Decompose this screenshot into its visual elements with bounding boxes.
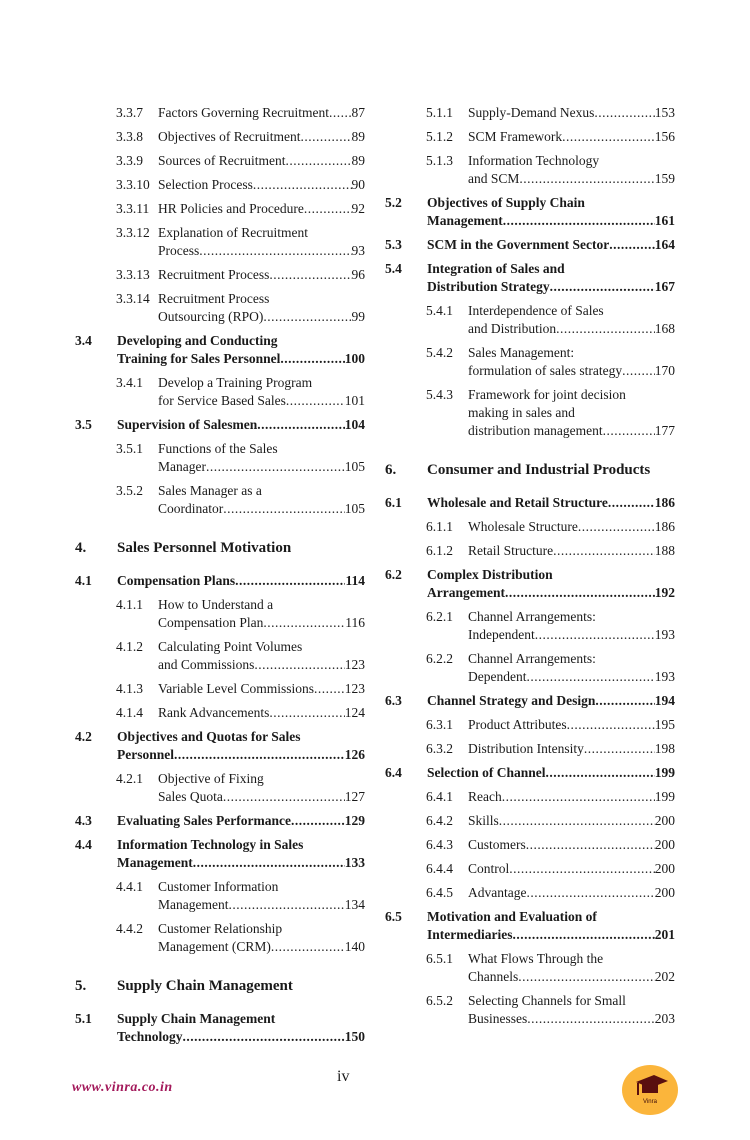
dot-leader bbox=[505, 584, 655, 602]
entry-title: distribution management bbox=[468, 423, 603, 438]
entry-number: 6.4.1 bbox=[426, 789, 453, 804]
entry-number: 3.5.1 bbox=[116, 441, 143, 456]
entry-number: 4.1.3 bbox=[116, 681, 143, 696]
entry-title: What Flows Through the bbox=[468, 951, 604, 966]
entry-title: Arrangement bbox=[427, 585, 505, 600]
entry-number: 5.4.3 bbox=[426, 387, 453, 402]
entry-number: 6.1.2 bbox=[426, 543, 453, 558]
entry-title: Coordinator bbox=[158, 501, 224, 516]
entry-number: 4.3 bbox=[75, 813, 92, 828]
entry-number: 5.1.1 bbox=[426, 105, 453, 120]
entry-page: 167 bbox=[654, 279, 675, 294]
entry-title: Training for Sales Personnel bbox=[117, 351, 281, 366]
entry-title: Control bbox=[468, 861, 510, 876]
entry-number: 4. bbox=[75, 540, 87, 556]
dot-leader bbox=[199, 242, 351, 260]
entry-title: Calculating Point Volumes bbox=[158, 639, 303, 654]
entry-page: 168 bbox=[654, 321, 675, 336]
entry-title: Sales Quota bbox=[158, 789, 223, 804]
entry-page: 105 bbox=[344, 501, 365, 516]
entry-page: 105 bbox=[344, 459, 365, 474]
graduation-cap-icon bbox=[622, 1065, 678, 1115]
entry-page: 198 bbox=[654, 741, 675, 756]
entry-number: 3.5.2 bbox=[116, 483, 143, 498]
entry-title: Supply-Demand Nexus bbox=[468, 105, 595, 120]
entry-page: 116 bbox=[345, 615, 365, 630]
entry-title: Information Technology bbox=[468, 153, 600, 168]
entry-page: 156 bbox=[654, 129, 675, 144]
entry-title: Motivation and Evaluation of bbox=[427, 909, 597, 924]
entry-title: HR Policies and Procedure bbox=[158, 201, 304, 216]
entry-title: Personnel bbox=[117, 747, 174, 762]
entry-page: 134 bbox=[344, 897, 365, 912]
entry-page: 170 bbox=[654, 363, 675, 378]
dot-leader bbox=[609, 236, 655, 254]
entry-number: 3.3.8 bbox=[116, 129, 143, 144]
entry-title: Customers bbox=[468, 837, 526, 852]
entry-page: 164 bbox=[654, 237, 675, 252]
dot-leader bbox=[502, 788, 655, 806]
entry-page: 87 bbox=[351, 105, 365, 120]
entry-title: Distribution Strategy bbox=[427, 279, 550, 294]
entry-page: 114 bbox=[345, 573, 365, 588]
entry-title: Explanation of Recruitment bbox=[158, 225, 308, 240]
entry-title: Intermediaries bbox=[427, 927, 513, 942]
dot-leader bbox=[193, 854, 345, 872]
dot-leader bbox=[499, 812, 655, 830]
dot-leader bbox=[608, 494, 655, 512]
entry-page: 200 bbox=[654, 813, 675, 828]
entry-title: Channels bbox=[468, 969, 519, 984]
entry-number: 5.4.2 bbox=[426, 345, 453, 360]
dot-leader bbox=[594, 104, 654, 122]
dot-leader bbox=[603, 422, 655, 440]
entry-page: 153 bbox=[654, 105, 675, 120]
entry-number: 6.5.1 bbox=[426, 951, 453, 966]
entry-title: Compensation Plan bbox=[158, 615, 264, 630]
dot-leader bbox=[286, 392, 345, 410]
dot-leader bbox=[174, 746, 345, 764]
entry-page: 89 bbox=[351, 129, 365, 144]
entry-number: 6. bbox=[385, 462, 397, 478]
entry-title: Objectives and Quotas for Sales bbox=[117, 729, 301, 744]
entry-title: Distribution Intensity bbox=[468, 741, 584, 756]
entry-title: Supply Chain Management bbox=[117, 1011, 276, 1026]
entry-page: 200 bbox=[654, 837, 675, 852]
entry-page: 129 bbox=[344, 813, 365, 828]
entry-page: 202 bbox=[654, 969, 675, 984]
entry-title: Process bbox=[158, 243, 200, 258]
entry-number: 6.2.2 bbox=[426, 651, 453, 666]
dot-leader bbox=[518, 968, 655, 986]
entry-number: 5.1.2 bbox=[426, 129, 453, 144]
dot-leader bbox=[280, 350, 344, 368]
dot-leader bbox=[300, 128, 351, 146]
dot-leader bbox=[228, 896, 344, 914]
entry-number: 3.3.9 bbox=[116, 153, 143, 168]
entry-number: 5.1.3 bbox=[426, 153, 453, 168]
entry-number: 6.5.2 bbox=[426, 993, 453, 1008]
entry-page: 90 bbox=[351, 177, 365, 192]
entry-title: Functions of the Sales bbox=[158, 441, 278, 456]
entry-page: 194 bbox=[654, 693, 675, 708]
dot-leader bbox=[550, 278, 655, 296]
entry-title: Consumer and Industrial Products bbox=[427, 462, 651, 478]
entry-title: Channel Arrangements: bbox=[468, 609, 596, 624]
dot-leader bbox=[291, 812, 345, 830]
dot-leader bbox=[526, 884, 654, 902]
entry-page: 101 bbox=[344, 393, 365, 408]
entry-title: Recruitment Process bbox=[158, 291, 270, 306]
entry-title: Dependent bbox=[468, 669, 527, 684]
entry-title: Independent bbox=[468, 627, 535, 642]
entry-page: 104 bbox=[344, 417, 365, 432]
entry-title: Outsourcing (RPO) bbox=[158, 309, 264, 324]
entry-page: 96 bbox=[351, 267, 365, 282]
entry-number: 3.3.12 bbox=[116, 225, 150, 240]
entry-number: 6.1.1 bbox=[426, 519, 453, 534]
entry-number: 6.4.4 bbox=[426, 861, 453, 876]
dot-leader bbox=[553, 542, 655, 560]
entry-number: 6.3.2 bbox=[426, 741, 453, 756]
entry-title: SCM in the Government Sector bbox=[427, 237, 610, 252]
entry-title: Management (CRM) bbox=[158, 939, 271, 954]
entry-page: 195 bbox=[654, 717, 675, 732]
entry-page: 126 bbox=[344, 747, 365, 762]
dot-leader bbox=[269, 266, 351, 284]
entry-title: Interdependence of Sales bbox=[468, 303, 604, 318]
entry-number: 6.5 bbox=[385, 909, 402, 924]
entry-number: 6.4.5 bbox=[426, 885, 453, 900]
entry-title: Compensation Plans bbox=[117, 573, 236, 588]
entry-page: 140 bbox=[344, 939, 365, 954]
entry-page: 89 bbox=[351, 153, 365, 168]
entry-title: Management bbox=[427, 213, 503, 228]
entry-title: making in sales and bbox=[468, 405, 575, 420]
entry-page: 161 bbox=[654, 213, 675, 228]
entry-number: 6.3 bbox=[385, 693, 402, 708]
entry-page: 123 bbox=[344, 657, 365, 672]
entry-title: Selection Process bbox=[158, 177, 253, 192]
dot-leader bbox=[578, 518, 655, 536]
entry-title: Management bbox=[117, 855, 193, 870]
entry-number: 5.3 bbox=[385, 237, 402, 252]
dot-leader bbox=[263, 308, 351, 326]
entry-title: and Distribution bbox=[468, 321, 557, 336]
entry-title: Sales Management: bbox=[468, 345, 575, 360]
page-number: iv bbox=[337, 1068, 350, 1085]
svg-text:Vinra: Vinra bbox=[643, 1099, 657, 1105]
entry-title: Channel Arrangements: bbox=[468, 651, 596, 666]
entry-title: formulation of sales strategy bbox=[468, 363, 623, 378]
entry-number: 6.3.1 bbox=[426, 717, 453, 732]
entry-title: and Commissions bbox=[158, 657, 255, 672]
entry-page: 201 bbox=[654, 927, 675, 942]
entry-title: Wholesale and Retail Structure bbox=[427, 495, 608, 510]
entry-title: Evaluating Sales Performance bbox=[117, 813, 291, 828]
entry-title: and SCM bbox=[468, 171, 520, 186]
entry-number: 6.4 bbox=[385, 765, 402, 780]
entry-page: 200 bbox=[654, 861, 675, 876]
entry-title: Factors Governing Recruitment bbox=[158, 105, 329, 120]
entry-page: 193 bbox=[654, 627, 675, 642]
entry-title: Selecting Channels for Small bbox=[468, 993, 626, 1008]
entry-number: 5.4 bbox=[385, 261, 402, 276]
entry-title: Skills bbox=[468, 813, 499, 828]
dot-leader bbox=[622, 362, 655, 380]
dot-leader bbox=[526, 668, 654, 686]
entry-number: 3.3.11 bbox=[116, 201, 150, 216]
entry-number: 6.4.2 bbox=[426, 813, 453, 828]
entry-number: 4.1.2 bbox=[116, 639, 143, 654]
entry-page: 177 bbox=[654, 423, 675, 438]
entry-title: Sources of Recruitment bbox=[158, 153, 286, 168]
dot-leader bbox=[314, 680, 345, 698]
entry-number: 4.4 bbox=[75, 837, 92, 852]
entry-number: 4.4.1 bbox=[116, 879, 143, 894]
entry-page: 100 bbox=[344, 351, 365, 366]
entry-number: 3.3.13 bbox=[116, 267, 150, 282]
dot-leader bbox=[512, 926, 654, 944]
entry-page: 99 bbox=[351, 309, 365, 324]
entry-number: 3.3.14 bbox=[116, 291, 150, 306]
dot-leader bbox=[271, 938, 345, 956]
entry-number: 3.4 bbox=[75, 333, 92, 348]
entry-title: Channel Strategy and Design bbox=[427, 693, 596, 708]
entry-number: 4.2 bbox=[75, 729, 92, 744]
entry-title: Objectives of Recruitment bbox=[158, 129, 301, 144]
entry-number: 5.1 bbox=[75, 1011, 92, 1026]
entry-title: Selection of Channel bbox=[427, 765, 546, 780]
entry-title: Supervision of Salesmen bbox=[117, 417, 258, 432]
entry-page: 93 bbox=[351, 243, 365, 258]
dot-leader bbox=[595, 692, 654, 710]
entry-page: 124 bbox=[344, 705, 365, 720]
entry-title: Wholesale Structure bbox=[468, 519, 578, 534]
entry-number: 4.1 bbox=[75, 573, 92, 588]
dot-leader bbox=[503, 212, 655, 230]
dot-leader bbox=[285, 152, 351, 170]
entry-title: Customer Information bbox=[158, 879, 279, 894]
dot-leader bbox=[257, 416, 344, 434]
entry-title: Advantage bbox=[468, 885, 527, 900]
entry-page: 199 bbox=[654, 765, 675, 780]
entry-title: Integration of Sales and bbox=[427, 261, 565, 276]
dot-leader bbox=[235, 572, 345, 590]
entry-page: 192 bbox=[654, 585, 675, 600]
entry-number: 5.2 bbox=[385, 195, 402, 210]
entry-title: Variable Level Commissions bbox=[158, 681, 314, 696]
entry-number: 6.2 bbox=[385, 567, 402, 582]
entry-title: Sales Manager as a bbox=[158, 483, 262, 498]
dot-leader bbox=[254, 656, 344, 674]
dot-leader bbox=[519, 170, 654, 188]
entry-title: SCM Framework bbox=[468, 129, 563, 144]
dot-leader bbox=[329, 104, 352, 122]
entry-title: Customer Relationship bbox=[158, 921, 283, 936]
entry-page: 127 bbox=[344, 789, 365, 804]
entry-number: 6.1 bbox=[385, 495, 402, 510]
entry-number: 4.1.1 bbox=[116, 597, 143, 612]
entry-number: 3.3.7 bbox=[116, 105, 143, 120]
entry-title: Technology bbox=[117, 1029, 183, 1044]
entry-page: 159 bbox=[654, 171, 675, 186]
vinra-logo bbox=[622, 1065, 678, 1115]
dot-leader bbox=[183, 1028, 345, 1046]
entry-title: Supply Chain Management bbox=[117, 978, 293, 994]
entry-title: Framework for joint decision bbox=[468, 387, 626, 402]
entry-title: Rank Advancements bbox=[158, 705, 270, 720]
entry-title: Sales Personnel Motivation bbox=[117, 540, 292, 556]
entry-page: 203 bbox=[654, 1011, 675, 1026]
entry-title: Information Technology in Sales bbox=[117, 837, 304, 852]
entry-title: Develop a Training Program bbox=[158, 375, 313, 390]
entry-number: 3.4.1 bbox=[116, 375, 143, 390]
dot-leader bbox=[535, 626, 655, 644]
dot-leader bbox=[223, 788, 345, 806]
dot-leader bbox=[304, 200, 352, 218]
dot-leader bbox=[223, 500, 345, 518]
entry-title: Complex Distribution bbox=[427, 567, 553, 582]
entry-page: 186 bbox=[654, 495, 675, 510]
entry-title: Businesses bbox=[468, 1011, 528, 1026]
entry-number: 5. bbox=[75, 978, 87, 994]
entry-number: 4.1.4 bbox=[116, 705, 143, 720]
entry-number: 6.2.1 bbox=[426, 609, 453, 624]
dot-leader bbox=[263, 614, 345, 632]
entry-number: 5.4.1 bbox=[426, 303, 453, 318]
entry-page: 186 bbox=[654, 519, 675, 534]
dot-leader bbox=[527, 1010, 654, 1028]
entry-number: 4.4.2 bbox=[116, 921, 143, 936]
entry-number: 3.3.10 bbox=[116, 177, 150, 192]
dot-leader bbox=[269, 704, 344, 722]
dot-leader bbox=[546, 764, 655, 782]
website-link[interactable]: www.vinra.co.in bbox=[72, 1080, 173, 1095]
entry-title: Retail Structure bbox=[468, 543, 554, 558]
entry-title: Developing and Conducting bbox=[117, 333, 278, 348]
dot-leader bbox=[567, 716, 655, 734]
entry-title: Manager bbox=[158, 459, 206, 474]
dot-leader bbox=[206, 458, 345, 476]
dot-leader bbox=[556, 320, 655, 338]
entry-page: 92 bbox=[351, 201, 365, 216]
entry-page: 150 bbox=[344, 1029, 365, 1044]
entry-number: 4.2.1 bbox=[116, 771, 143, 786]
dot-leader bbox=[562, 128, 655, 146]
entry-title: How to Understand a bbox=[158, 597, 274, 612]
entry-page: 199 bbox=[654, 789, 675, 804]
dot-leader bbox=[584, 740, 655, 758]
entry-page: 193 bbox=[654, 669, 675, 684]
entry-title: Product Attributes bbox=[468, 717, 567, 732]
entry-title: Recruitment Process bbox=[158, 267, 270, 282]
entry-title: Objective of Fixing bbox=[158, 771, 264, 786]
entry-title: Management bbox=[158, 897, 229, 912]
entry-title: for Service Based Sales bbox=[158, 393, 286, 408]
entry-number: 3.5 bbox=[75, 417, 92, 432]
entry-number: 6.4.3 bbox=[426, 837, 453, 852]
entry-page: 200 bbox=[654, 885, 675, 900]
dot-leader bbox=[253, 176, 352, 194]
entry-title: Reach bbox=[468, 789, 502, 804]
dot-leader bbox=[509, 860, 654, 878]
dot-leader bbox=[526, 836, 655, 854]
entry-title: Objectives of Supply Chain bbox=[427, 195, 585, 210]
entry-page: 188 bbox=[654, 543, 675, 558]
entry-page: 123 bbox=[344, 681, 365, 696]
entry-page: 133 bbox=[344, 855, 365, 870]
